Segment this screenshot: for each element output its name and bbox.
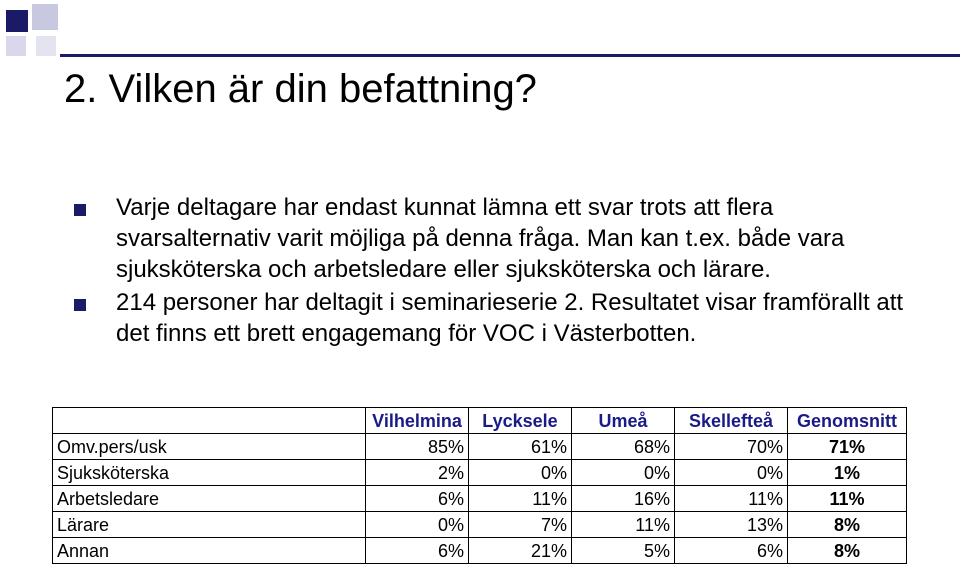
row-label: Sjuksköterska — [53, 460, 366, 486]
cell-average: 8% — [788, 538, 907, 564]
title-bar — [0, 54, 960, 120]
deco-square — [32, 4, 58, 30]
table-header-row — [53, 408, 907, 434]
table-row — [53, 434, 907, 460]
cell-value: 0% — [675, 460, 788, 486]
cell-value: 0% — [366, 512, 469, 538]
cell-value: 6% — [366, 538, 469, 564]
cell-average: 71% — [788, 434, 907, 460]
cell-value: 68% — [572, 434, 675, 460]
title-rule — [60, 54, 960, 57]
header-genomsnitt: Genomsnitt — [788, 408, 907, 434]
header-lycksele: Lycksele — [469, 408, 572, 434]
cell-value: 61% — [469, 434, 572, 460]
bullet-text: Varje deltagare har endast kunnat lämna ett svar trots att flera svarsalternativ varit möjliga på denna fråga. Man kan t.ex. både vara sjuksköterska och arbetsledare eller sjuksköterska och lärare. — [116, 194, 845, 283]
cell-value: 6% — [366, 486, 469, 512]
bullet-text: 214 personer har deltagit i seminarieserie 2. Resultatet visar framförallt att det finns ett brett engagemang för VOC i Västerbotten. — [116, 289, 904, 347]
cell-value: 70% — [675, 434, 788, 460]
cell-value: 0% — [469, 460, 572, 486]
cell-value: 11% — [675, 486, 788, 512]
cell-value: 85% — [366, 434, 469, 460]
row-label: Annan — [53, 538, 366, 564]
table-row — [53, 486, 907, 512]
row-label: Arbetsledare — [53, 486, 366, 512]
cell-value: 0% — [572, 460, 675, 486]
results-table — [52, 407, 907, 564]
cell-value: 11% — [469, 486, 572, 512]
table-row — [53, 538, 907, 564]
deco-square — [36, 36, 56, 56]
page-title: 2. Vilken är din befattning? — [64, 67, 537, 111]
square-bullet-icon — [74, 299, 86, 311]
cell-average: 1% — [788, 460, 907, 486]
square-bullet-icon — [74, 204, 86, 216]
bullet-item — [72, 287, 932, 349]
header-empty — [53, 408, 366, 434]
header-umea: Umeå — [572, 408, 675, 434]
bullet-item — [72, 192, 932, 285]
cell-value: 7% — [469, 512, 572, 538]
cell-value: 13% — [675, 512, 788, 538]
cell-value: 11% — [572, 512, 675, 538]
bullet-list — [72, 192, 932, 351]
header-vilhelmina: Vilhelmina — [366, 408, 469, 434]
cell-value: 21% — [469, 538, 572, 564]
deco-square — [6, 10, 28, 32]
table-row — [53, 460, 907, 486]
table-row — [53, 512, 907, 538]
deco-square — [6, 36, 26, 56]
header-skelleftea: Skellefteå — [675, 408, 788, 434]
cell-average: 8% — [788, 512, 907, 538]
row-label: Omv.pers/usk — [53, 434, 366, 460]
cell-average: 11% — [788, 486, 907, 512]
cell-value: 5% — [572, 538, 675, 564]
slide-corner-decoration — [0, 0, 960, 60]
row-label: Lärare — [53, 512, 366, 538]
cell-value: 6% — [675, 538, 788, 564]
cell-value: 2% — [366, 460, 469, 486]
cell-value: 16% — [572, 486, 675, 512]
